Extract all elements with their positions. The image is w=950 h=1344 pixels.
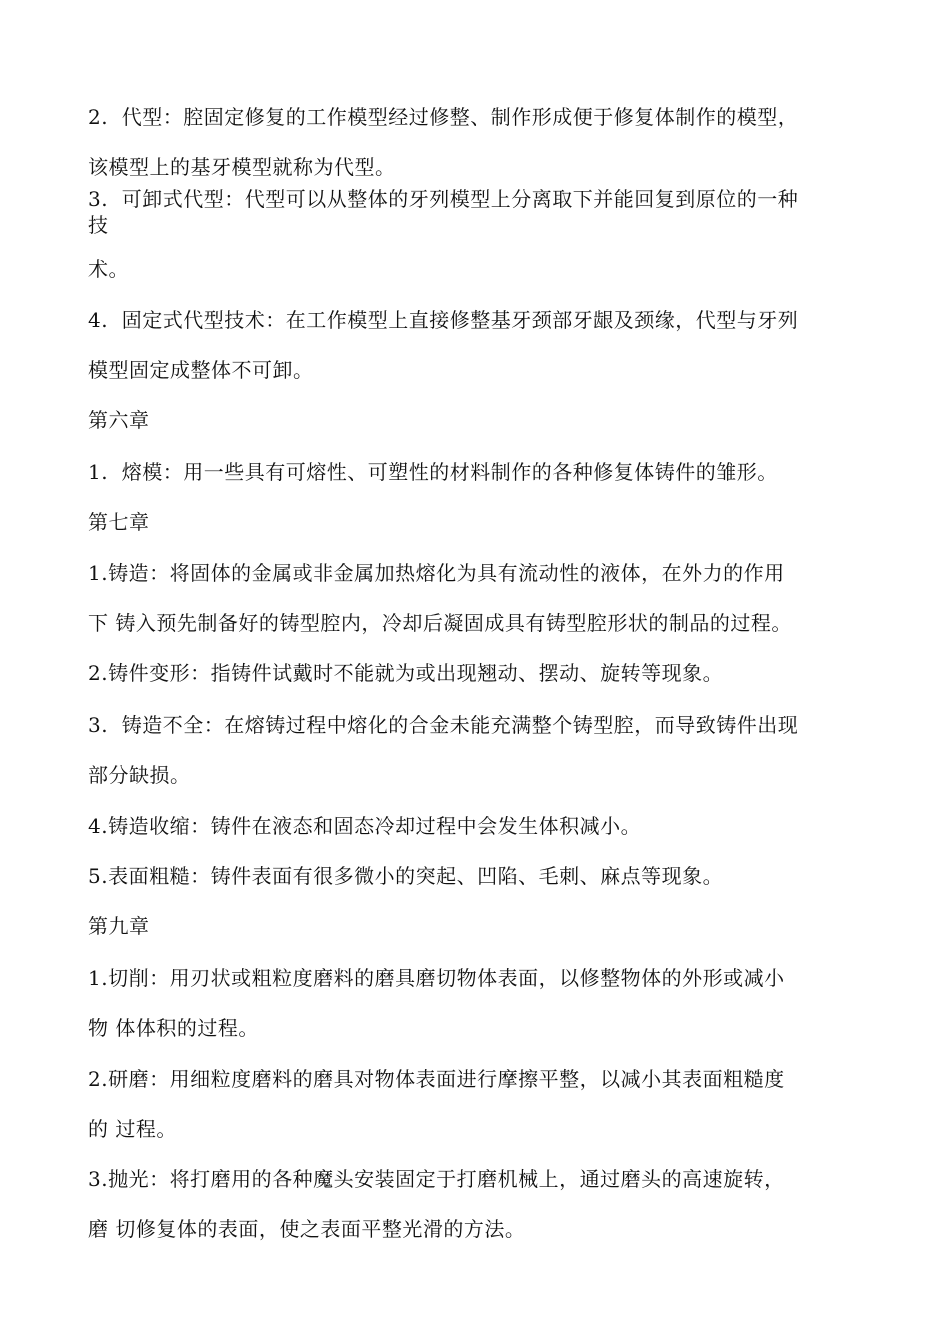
line-19: 1.切削：用刃状或粗粒度磨料的磨具磨切物体表面，以修整物体的外形或减小 (88, 966, 785, 990)
line-5: 术。 (88, 257, 129, 281)
line-24: 磨 切修复体的表面，使之表面平整光滑的方法。 (88, 1217, 526, 1241)
line-21: 2.研磨：用细粒度磨料的磨具对物体表面进行摩擦平整，以减小其表面粗糙度 (88, 1067, 785, 1091)
line-2: 该模型上的基牙模型就称为代型。 (88, 155, 396, 179)
chapter-7-heading: 第七章 (88, 510, 150, 534)
line-20: 物 体体积的过程。 (88, 1016, 259, 1040)
line-14: 3. 铸造不全：在熔铸过程中熔化的合金未能充满整个铸型腔，而导致铸件出现 (88, 713, 799, 737)
line-4: 技 (88, 213, 109, 237)
line-11: 1.铸造：将固体的金属或非金属加热熔化为具有流动性的液体，在外力的作用 (88, 561, 785, 585)
line-3: 3. 可卸式代型：代型可以从整体的牙列模型上分离取下并能回复到原位的一种 (88, 187, 799, 211)
chapter-9-heading: 第九章 (88, 914, 150, 938)
line-22: 的 过程。 (88, 1117, 177, 1141)
line-9: 1. 熔模：用一些具有可熔性、可塑性的材料制作的各种修复体铸件的雏形。 (88, 460, 778, 484)
line-17: 5.表面粗糙：铸件表面有很多微小的突起、凹陷、毛刺、麻点等现象。 (88, 864, 724, 888)
line-13: 2.铸件变形：指铸件试戴时不能就为或出现翘动、摆动、旋转等现象。 (88, 661, 724, 685)
line-1: 2. 代型：腔固定修复的工作模型经过修整、制作形成便于修复体制作的模型， (88, 105, 799, 129)
chapter-6-heading: 第六章 (88, 408, 150, 432)
line-12: 下 铸入预先制备好的铸型腔内，冷却后凝固成具有铸型腔形状的制品的过程。 (88, 611, 792, 635)
line-15: 部分缺损。 (88, 763, 191, 787)
line-23: 3.抛光：将打磨用的各种魔头安装固定于打磨机械上，通过磨头的高速旋转， (88, 1167, 785, 1191)
line-16: 4.铸造收缩：铸件在液态和固态冷却过程中会发生体积减小。 (88, 814, 642, 838)
line-6: 4. 固定式代型技术：在工作模型上直接修整基牙颈部牙龈及颈缘，代型与牙列 (88, 308, 799, 332)
line-7: 模型固定成整体不可卸。 (88, 358, 314, 382)
